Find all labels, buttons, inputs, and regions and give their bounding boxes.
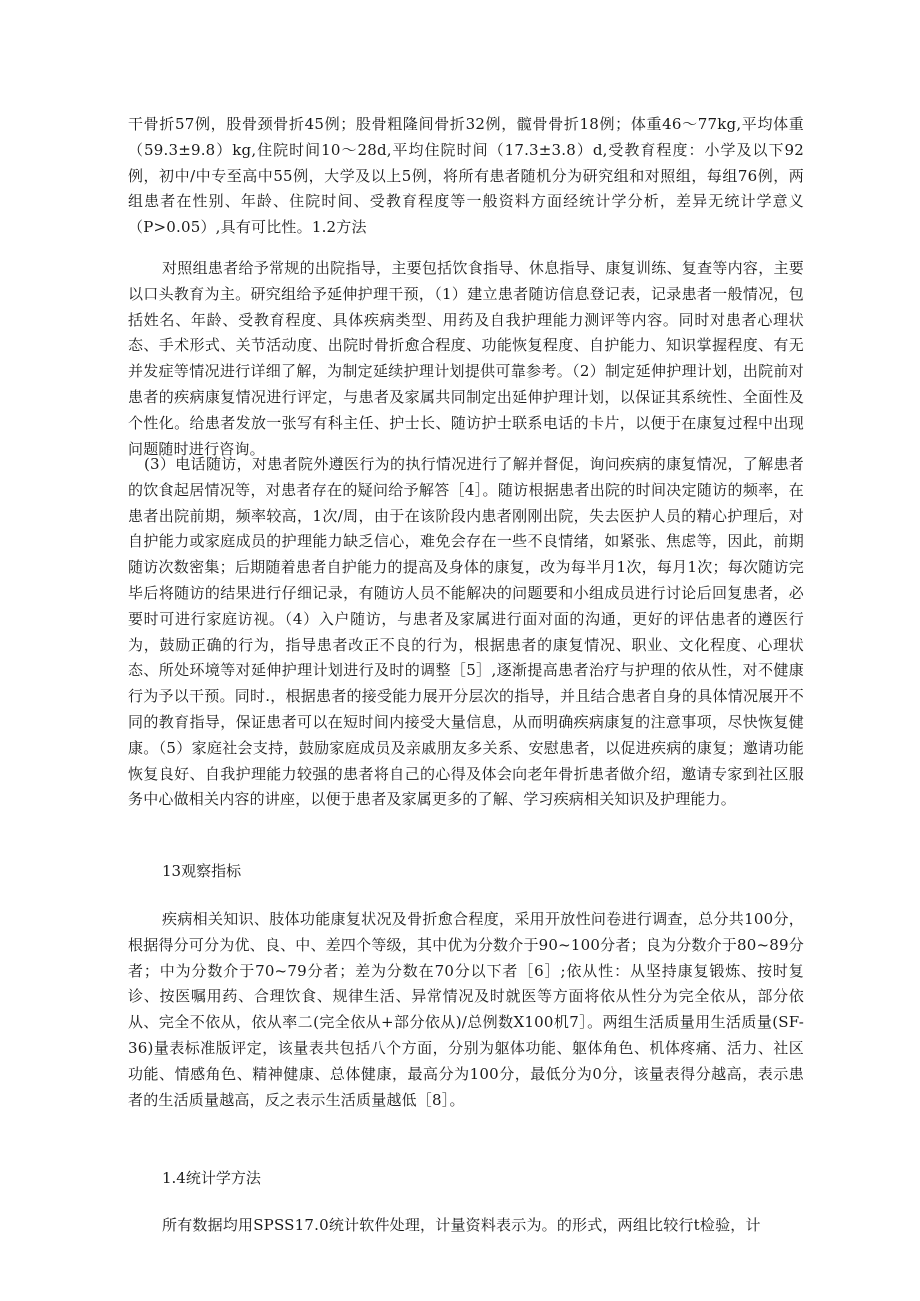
paragraph-observation-indicators: 疾病相关知识、肢体功能康复状况及骨折愈合程度，采用开放性问卷进行调查，总分共100分，根据得分可分为优、良、中、差四个等级，其中优为分数介于90~100分者；良为分数介于80~89分者；中为分数介于70~79分者；差为分数在70分以下者［6］;依从性：从坚持康复锻炼、按时复诊、按医嘱用药、合理饮食、规律生活、异常情况及时就医等方面将依从性分为完全依从，部分依从、完全不依从，依从率二(完全依从+部分依从)/总例数X100机7］。两组生活质量用生活质量(SF-36)量表标准版评定，该量表共包括八个方面，分别为躯体功能、躯体角色、机体疼痛、活力、社区功能、情感角色、精神健康、总体健康，最高分为100分，最低分为0分，该量表得分越高，表示患者的生活质量越高，反之表示生活质量越低［8］。 (128, 910, 804, 1109)
paragraph-follow-up-methods: (3）电话随访，对患者院外遵医行为的执行情况进行了解并督促，询问疾病的康复情况，了解患者的饮食起居情况等，对患者存在的疑问给予解答［4］。随访根据患者出院的时间决定随访的频率，在患者出院前期，频率较高，1次/周，由于在该阶段内患者刚刚出院，失去医护人员的精心护理后，对自护能力或家庭成员的护理能力缺乏信心，难免会存在一些不良情绪，如紧张、焦虑等，因此，前期随访次数密集；后期随着患者自护能力的提高及身体的康复，改为每半月1次，每月1次；每次随访完毕后将随访的结果进行仔细记录，有随访人员不能解决的问题要和小组成员进行讨论后回复患者，必要时可进行家庭访视。（4）入户随访，与患者及家属进行面对面的沟通，更好的评估患者的遵医行为，鼓励正确的行为，指导患者改正不良的行为，根据患者的康复情况、职业、文化程度、心理状态、所处环境等对延伸护理计划进行及时的调整［5］,逐渐提高患者治疗与护理的依从性，对不健康行为予以干预。同时.，根据患者的接受能力展开分层次的指导，并且结合患者自身的具体情况展开不同的教育指导，保证患者可以在短时间内接受大量信息，从而明确疾病康复的注意事项，尽快恢复健康。（5）家庭社会支持，鼓励家庭成员及亲戚朋友多关系、安慰患者，以促进疾病的康复；邀请功能恢复良好、自我护理能力较强的患者将自己的心得及体会向老年骨折患者做介绍，邀请专家到社区服务中心做相关内容的讲座，以便于患者及家属更多的了解、学习疾病相关知识及护理能力。 (128, 455, 804, 809)
paragraph-control-and-intervention: 对照组患者给予常规的出院指导，主要包括饮食指导、休息指导、康复训练、复查等内容，主要以口头教育为主。研究组给予延伸护理干预，（1）建立患者随访信息登记表，记录患者一般情况，包括姓名、年龄、受教育程度、具体疾病类型、用药及自我护理能力测评等内容。同时对患者心理状态、手术形式、关节活动度、出院时骨折愈合程度、功能恢复程度、自护能力、知识掌握程度、有无并发症等情况进行详细了解，为制定延续护理计划提供可靠参考。（2）制定延伸护理计划，出院前对患者的疾病康复情况进行评定，与患者及家属共同制定出延伸护理计划，以保证其系统性、全面性及个性化。给患者发放一张写有科主任、护士长、随访护士联系电话的卡片，以便于在康复过程中出现问题随时进行咨询。 (128, 259, 804, 458)
paragraph-statistical-methods: 所有数据均用SPSS17.0统计软件处理，计量资料表示为。的形式，两组比较行t检验，计 (162, 1216, 761, 1234)
section-heading-observation-indicators: 13观察指标 (162, 862, 242, 880)
section-heading-statistical-methods: 1.4统计学方法 (162, 1169, 261, 1187)
paragraph-general-data: 干骨折57例，股骨颈骨折45例；股骨粗隆间骨折32例，髋骨骨折18例；体重46～77kg,平均体重（59.3±9.8）kg,住院时间10～28d,平均住院时间（17.3±3.8）d,受教育程度：小学及以下92例，初中/中专至高中55例，大学及以上5例，将所有患者随机分为研究组和对照组，每组76例，两组患者在性别、年龄、住院时间、受教育程度等一般资料方面经统计学分析，差异无统计学意义（P>0.05）,具有可比性。1.2方法 (128, 115, 804, 237)
